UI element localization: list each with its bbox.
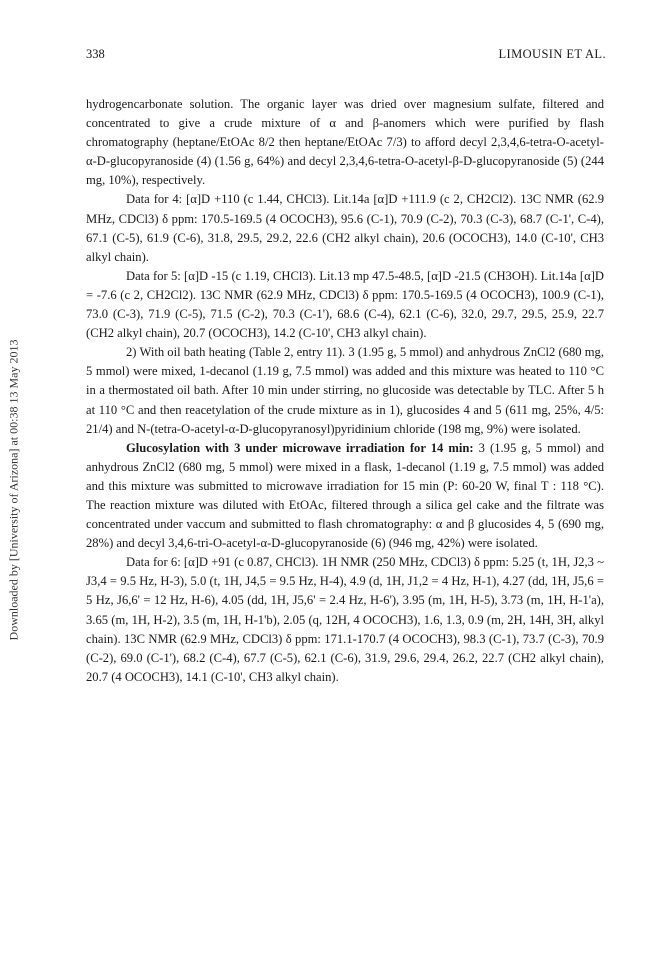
download-watermark-text: Downloaded by [University of Arizona] at 00:38 13 May 2013 [6,339,21,641]
paragraph-data-4: Data for 4: [α]D +110 (c 1.44, CHCl3). Lit.14a [α]D +111.9 (c 2, CH2Cl2). 13C NMR (62.9 MHz, CDCl3) δ ppm: 170.5-169.5 (4 OCOCH3), 95.6 (C-1), 70.9 (C-2), 70.3 (C-3), 68.7 (C-1', C-4), 67.1 (C-5), 61.9 (C-6), 31.8, 29.5, 29.2, 22.6 (CH2 alkyl chain), 20.6 (OCOCH3), 14.0 (C-10', CH3 alkyl chain). [86,192,604,264]
paragraph-data-5: Data for 5: [α]D -15 (c 1.19, CHCl3). Lit.13 mp 47.5-48.5, [α]D -21.5 (CH3OH). Lit.14a [α]D = -7.6 (c 2, CH2Cl2). 13C NMR (62.9 MHz, CDCl3) δ ppm: 170.5-169.5 (4 OCOCH3), 100.9 (C-1), 73.0 (C-3), 71.9 (C-5), 71.5 (C-2), 70.3 (C-1'), 68.6 (C-4), 62.1 (C-6), 32.0, 29.7, 29.5, 25.9, 22.7 (CH2 alkyl chain), 20.7 (OCOCH3), 14.2 (C-10', CH3 alkyl chain). [86,268,604,341]
download-watermark [4,339,24,641]
running-head: LIMOUSIN ET AL. [498,47,606,61]
paragraph-data-6: Data for 6: [α]D +91 (c 0.87, CHCl3). 1H NMR (250 MHz, CDCl3) δ ppm: 5.25 (t, 1H, J2,3 ~ J3,4 = 9.5 Hz, H-3), 5.0 (t, 1H, J4,5 = 9.5 Hz, H-4), 4.9 (d, 1H, J1,2 = 4 Hz, H-1), 4.27 (dd, 1H, J5,6 = 5 Hz, J6,6' = 12 Hz, H-6), 4.05 (dd, 1H, J5,6' = 2.4 Hz, H-6'), 3.95 (m, 1H, H-5), 3.73 (m, 1H, H-1'a), 3.65 (m, 1H, H-2), 3.5 (m, 1H, H-1'b), 2.05 (q, 12H, 4 OCOCH3), 1.6, 1.3, 0.9 (m, 2H, 14H, 3H, alkyl chain). 13C NMR (62.9 MHz, CDCl3) δ ppm: 171.1-170.7 (4 OCOCH3), 98.3 (C-1), 73.7 (C-3), 70.9 (C-2), 69.0 (C-1'), 68.2 (C-4), 67.7 (C-5), 62.1 (C-6), 31.9, 29.6, 29.4, 26.2, 22.7 (CH2 alkyl chain), 20.7 (4 OCOCH3), 14.1 (C-10', CH3 alkyl chain). [86,555,604,684]
page-number: 338 [86,47,105,61]
run-in-heading: Glucosylation with 3 under microwave irradiation for 14 min: [126,440,474,455]
paragraph-oil-bath: 2) With oil bath heating (Table 2, entry 11). 3 (1.95 g, 5 mmol) and anhydrous ZnCl2 (680 mg, 5 mmol) were mixed, 1-decanol (1.19 g, 7.5 mmol) was added and this mixture was heated to 110 °C in a thermostated oil bath. After 10 min under stirring, no glucoside was detectable by TLC. After 5 h at 110 °C and then reacetylation of the crude mixture as in 1), glucosides 4 and 5 (611 mg, 25%, 4/5: 21/4) and N-(tetra-O-acetyl-α-D-glucopyranosyl)pyridinium chloride (198 mg, 9%) were isolated. [86,345,604,436]
article-body [86,95,604,687]
paragraph-purification: hydrogencarbonate solution. The organic layer was dried over magnesium sulfate, filtered and concentrated to give a crude mixture of α and β-anomers which were purified by flash chromatography (heptane/EtOAc 8/2 then heptane/EtOAc 7/3) to afford decyl 2,3,4,6-tetra-O-acetyl-α-D-glucopyranoside (4) (1.56 g, 64%) and decyl 2,3,4,6-tetra-O-acetyl-β-D-glucopyranoside (5) (244 mg, 10%), respectively. [86,97,604,188]
paragraph-microwave: Glucosylation with 3 under microwave irradiation for 14 min: 3 (1.95 g, 5 mmol) and anhydrous ZnCl2 (680 mg, 5 mmol) were mixed in a flask, 1-decanol (1.19 g, 7.5 mmol) was added and this mixture was submitted to microwave irradiation for 15 min (P: 60-20 W, final T : 118 °C). The reaction mixture was diluted with EtOAc, filtered through a silica gel cake and the filtrate was concentrated under vaccum and submitted to flash chromatography: α and β glucosides 4, 5 (690 mg, 28%) and decyl 3,4,6-tri-O-acetyl-α-D-glucopyranoside (6) (946 mg, 42%) were isolated. [86,440,604,551]
